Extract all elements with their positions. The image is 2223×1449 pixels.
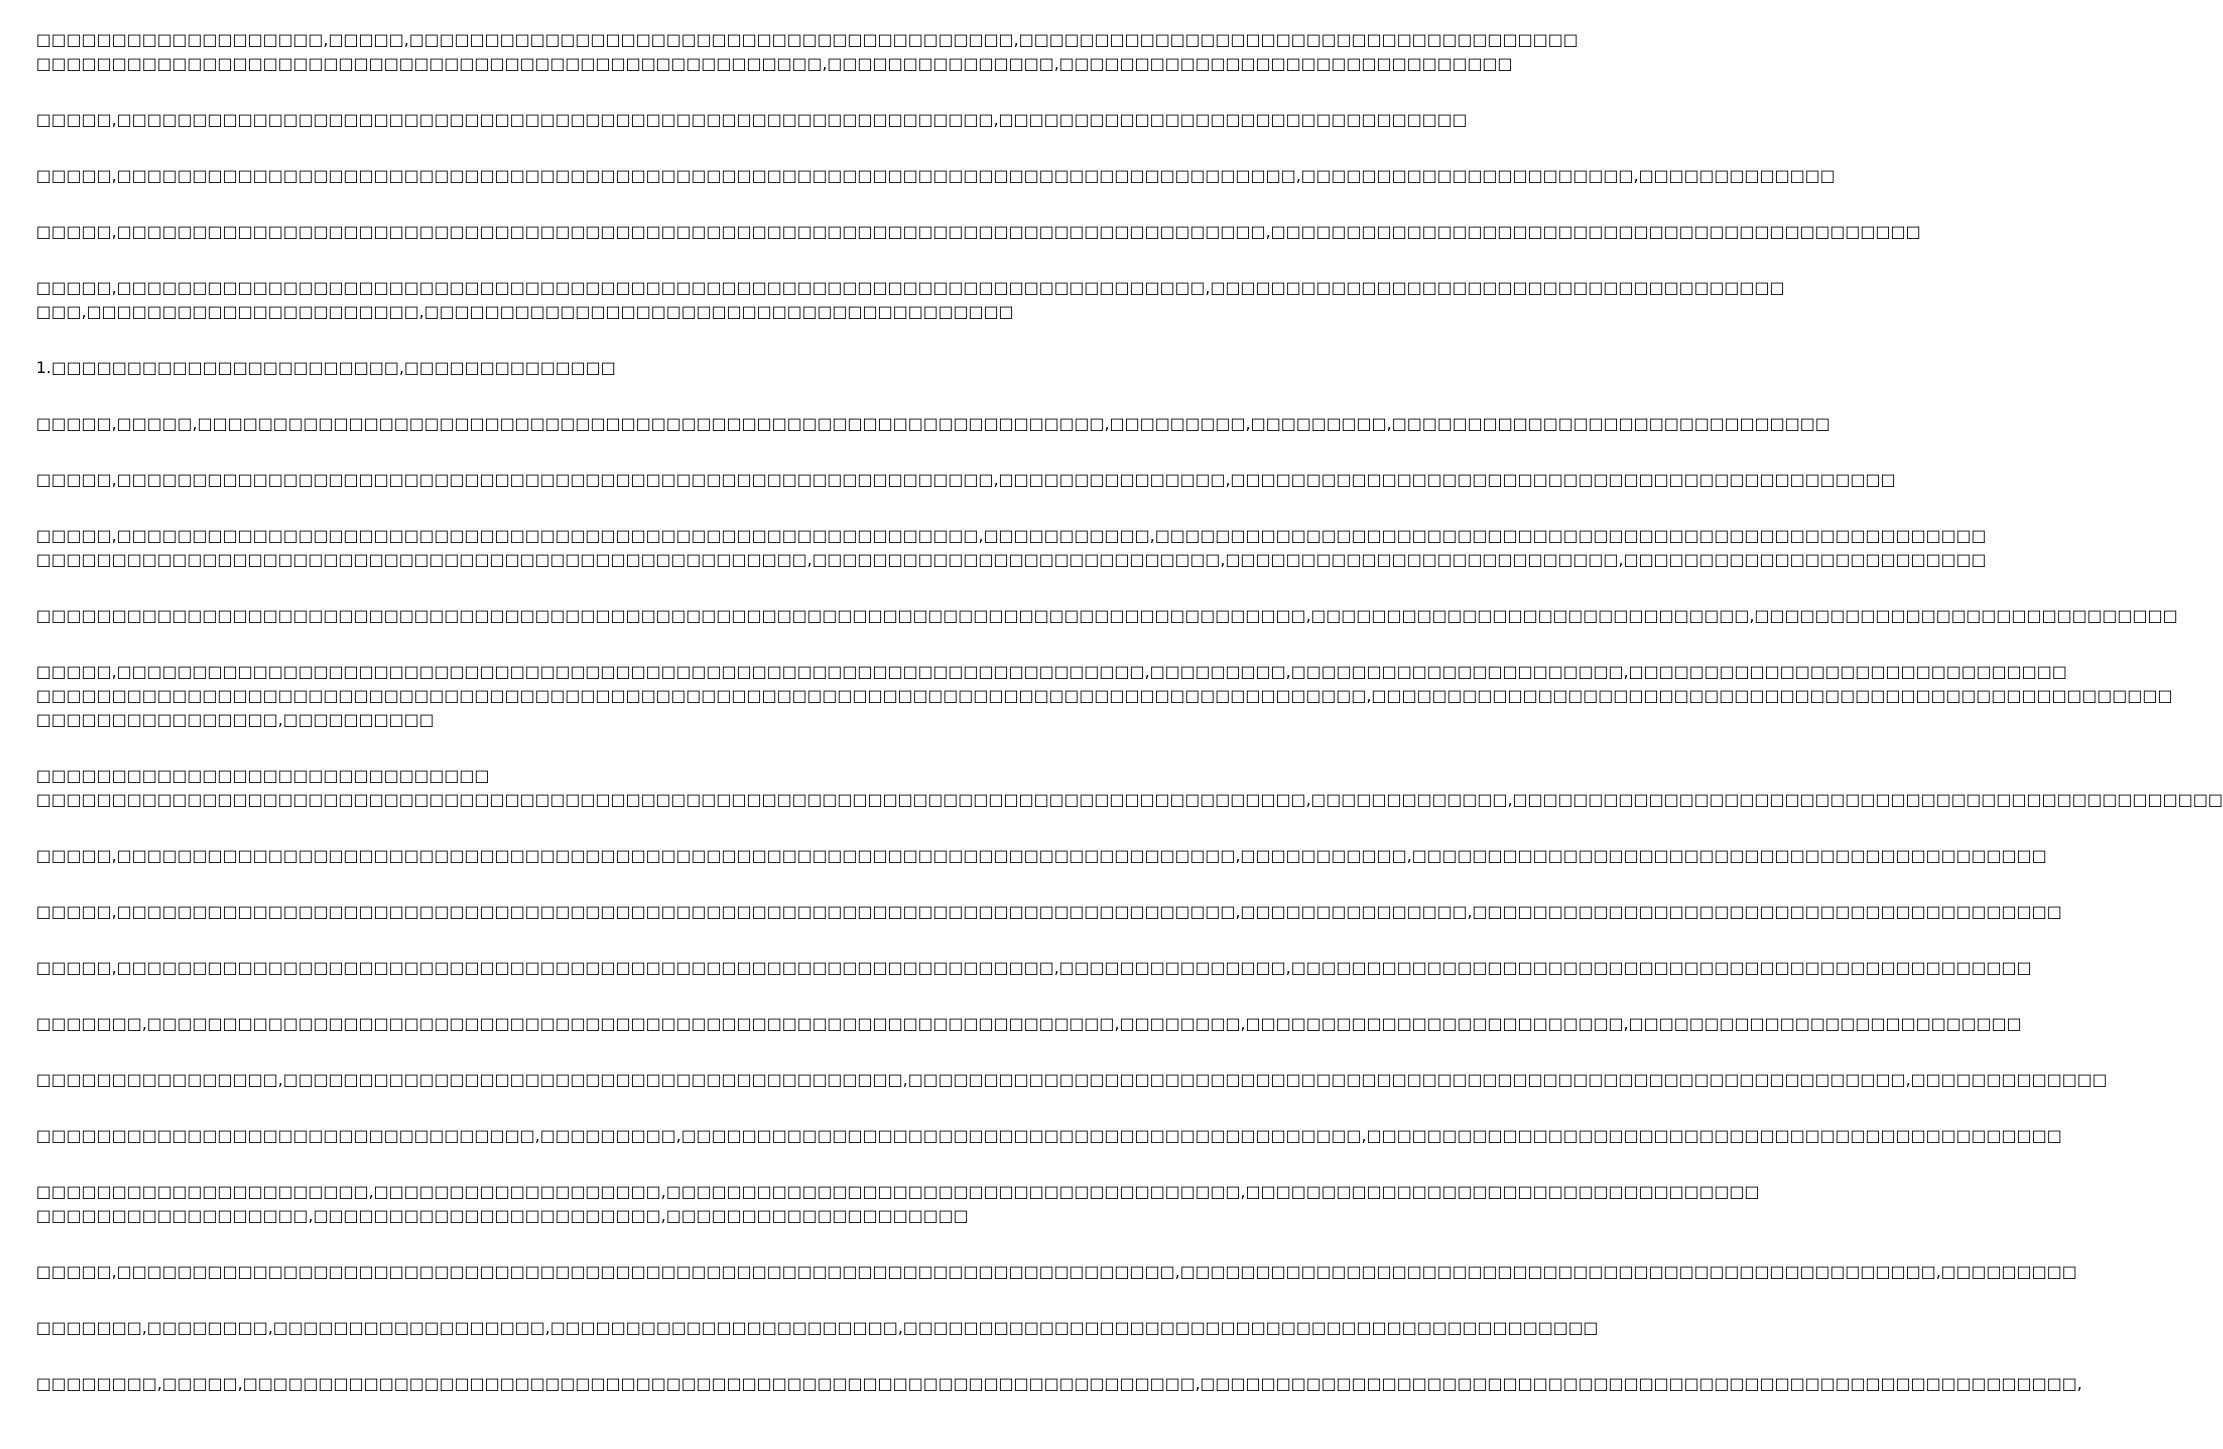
text-line: □□□□□,□□□□□□□□□□□□□□□□□□□□□□□□□□□□□□□□□□□□□□□□□□□□□□□□□□□□□□□□□□□□□□,□□□□□□□□□□□□□□□,□□□□□□□□□□□□□□□□□□□□□□□□□□□□□□□□□□□□□□□□□□□□□□□□□ bbox=[36, 958, 2032, 977]
text-line: □□□,□□□□□□□□□□□□□□□□□□□□□□,□□□□□□□□□□□□□□□□□□□□□□□□□□□□□□□□□□□□□□□ bbox=[36, 302, 1014, 321]
text-line: □□□□□,□□□□□□□□□□□□□□□□□□□□□□□□□□□□□□□□□□□□□□□□□□□□□□□□□□□□□□□□□□,□□□□□□□□□□□□□□□□□□□□□□□□□□□□□□□ bbox=[36, 110, 1468, 129]
paragraph bbox=[36, 276, 1785, 324]
paragraph bbox=[36, 900, 2062, 924]
paragraph bbox=[36, 1180, 1760, 1204]
paragraph bbox=[36, 1260, 2077, 1284]
text-line: □□□□□,□□□□□□□□□□□□□□□□□□□□□□□□□□□□□□□□□□□□□□□□□□□□□□□□□□□□□□□□□,□□□□□□□□□□□,□□□□□□□□□□□□□□□□□□□□□□□□□□□□□□□□□□□□□□□□□□□□□□□□□□□□□□□ bbox=[36, 526, 1987, 545]
text-line: □□□□□□□□□□□□□□□□□□,□□□□□□□□□□□□□□□□□□□□□□□,□□□□□□□□□□□□□□□□□□□□ bbox=[36, 1206, 969, 1225]
text-line: □□□□□□□□□□□□□□□□□□□□□□,□□□□□□□□□□□□□□□□□□□,□□□□□□□□□□□□□□□□□□□□□□□□□□□□□□□□□□□□□□,□□□□□□□□□□□□□□□□□□□□□□□□□□□□□□□□□□ bbox=[36, 1182, 1760, 1201]
paragraph bbox=[36, 164, 1836, 188]
text-line: □□□□□□□□□□□□□□□□□□□□□□□□□□□□□□ bbox=[36, 766, 490, 785]
text-line: □□□□□□□,□□□□□□□□□□□□□□□□□□□□□□□□□□□□□□□□□□□□□□□□□□□□□□□□□□□□□□□□□□□□□□□□,□□□□□□□□,□□□□□□□□□□□□□□□□□□□□□□□□□,□□□□□□□□□□□□□□□□□□□□□□□□□□ bbox=[36, 1014, 2022, 1033]
paragraph bbox=[36, 220, 1921, 244]
text-line: □□□□□,□□□□□□□□□□□□□□□□□□□□□□□□□□□□□□□□□□□□□□□□□□□□□□□□□□□□□□□□□□□□□□□□□□□□□□,□□□□□□□□□□□□□□□□□□□□□□□□□□□□□□□□□□□□□□□□□□□□□□□□□□,□□□□□□□□□ bbox=[36, 1262, 2077, 1281]
paragraph bbox=[36, 660, 2173, 732]
text-line: □□□□□,□□□□□□□□□□□□□□□□□□□□□□□□□□□□□□□□□□□□□□□□□□□□□□□□□□□□□□□□□□□□□□□□□□□□□□□□,□□□□□□□□□□□□□□□□□□□□□□□□□□□□□□□□□□□□□□ bbox=[36, 278, 1785, 297]
paragraph bbox=[36, 788, 2223, 812]
paragraph bbox=[36, 1372, 2083, 1396]
paragraph bbox=[36, 412, 1831, 436]
paragraph bbox=[36, 356, 990, 380]
text-line: □□□□□,□□□□□□□□□□□□□□□□□□□□□□□□□□□□□□□□□□□□□□□□□□□□□□□□□□□□□□□□□□□□□□□□□□□□,□□□□□□□□□,□□□□□□□□□□□□□□□□□□□□□□,□□□□□□□□□□□□□□□□□□□□□□□□□□□□□ bbox=[36, 662, 2067, 681]
document-body bbox=[36, 28, 2223, 1428]
text-line: 1.□□□□□□□□□□□□□□□□□□□□□□□,□□□□□□□□□□□□□□ bbox=[36, 358, 616, 377]
paragraph bbox=[36, 604, 2178, 628]
text-line: □□□□□,□□□□□□□□□□□□□□□□□□□□□□□□□□□□□□□□□□□□□□□□□□□□□□□□□□□□□□□□□□□□□□□□□□□□□□□□□□,□□□□□□□□□□□,□□□□□□□□□□□□□□□□□□□□□□□□□□□□□□□□□□□□□□□□□□ bbox=[36, 846, 2047, 865]
paragraph bbox=[36, 1204, 990, 1228]
text-line: □□□□□□□□□□□□□□□□□□□□□□□□□□□□□□□□□□□□□□□□□□□□□□□□□□□□□□□□□□□□□□□□□□□□□□□□□□□□□□□□□□□□□□□□,□□□□□□□□□□□□□□□□□□□□□□□□□□□□□□□□□□□□□□□□□□□□□□□□□□□□□ bbox=[36, 686, 2173, 705]
text-line: □□□□□□□□□□□□□□□□□□□□□□□□□□□□□□□□□□□□□□□□□□□□□□□□□□□,□□□□□□□□□□□□□□□□□□□□□□□□□□□,□□□□□□□□□□□□□□□□□□□□□□□□□□,□□□□□□□□□□□□□□□□□□□□□□□□ bbox=[36, 550, 1987, 569]
paragraph bbox=[36, 1012, 2022, 1036]
text-line: □□□□□□□□□□□□□□□□,□□□□□□□□□□ bbox=[36, 710, 435, 729]
text-line: □□□□□,□□□□□□□□□□□□□□□□□□□□□□□□□□□□□□□□□□□□□□□□□□□□□□□□□□□□□□□□□□,□□□□□□□□□□□□□□□,□□□□□□□□□□□□□□□□□□□□□□□□□□□□□□□□□□□□□□□□□□□□ bbox=[36, 470, 1896, 489]
paragraph bbox=[36, 1316, 1599, 1340]
paragraph bbox=[36, 524, 1987, 572]
text-line: □□□□□,□□□□□□□□□□□□□□□□□□□□□□□□□□□□□□□□□□□□□□□□□□□□□□□□□□□□□□□□□□□□□□□□□□□□□□□□□□,□□□□□□□□□□□□□□□,□□□□□□□□□□□□□□□□□□□□□□□□□□□□□□□□□□□□□□□ bbox=[36, 902, 2062, 921]
text-line: □□□□□,□□□□□,□□□□□□□□□□□□□□□□□□□□□□□□□□□□□□□□□□□□□□□□□□□□□□□□□□□□□□□□□□□□,□□□□□□□□□,□□□□□□□□□,□□□□□□□□□□□□□□□□□□□□□□□□□□□□□ bbox=[36, 414, 1831, 433]
paragraph bbox=[36, 28, 1579, 76]
text-line: □□□□□□□□□□□□□□□□□□□□□□□□□□□□□□□□□,□□□□□□□□□,□□□□□□□□□□□□□□□□□□□□□□□□□□□□□□□□□□□□□□□□□□□□□,□□□□□□□□□□□□□□□□□□□□□□□□□□□□□□□□□□□□□□□□□□□□□□ bbox=[36, 1126, 2062, 1145]
paragraph bbox=[36, 1068, 2108, 1092]
paragraph bbox=[36, 108, 1468, 132]
paragraph bbox=[36, 764, 990, 788]
text-line: □□□□□□□□□□□□□□□□□□□,□□□□□,□□□□□□□□□□□□□□□□□□□□□□□□□□□□□□□□□□□□□□□□,□□□□□□□□□□□□□□□□□□□□□□□□□□□□□□□□□□□□□ bbox=[36, 30, 1579, 49]
text-line: □□□□□□□,□□□□□□□□,□□□□□□□□□□□□□□□□□□,□□□□□□□□□□□□□□□□□□□□□□□,□□□□□□□□□□□□□□□□□□□□□□□□□□□□□□□□□□□□□□□□□□□□□□ bbox=[36, 1318, 1599, 1337]
paragraph bbox=[36, 1124, 2062, 1148]
paragraph bbox=[36, 956, 2032, 980]
text-line: □□□□□□□□□□□□□□□□□□□□□□□□□□□□□□□□□□□□□□□□□□□□□□□□□□□□,□□□□□□□□□□□□□□□,□□□□□□□□□□□□□□□□□□□□□□□□□□□□□□ bbox=[36, 54, 1513, 73]
paragraph bbox=[36, 844, 2047, 868]
text-line: □□□□□□□□□□□□□□□□,□□□□□□□□□□□□□□□□□□□□□□□□□□□□□□□□□□□□□□□□□,□□□□□□□□□□□□□□□□□□□□□□□□□□□□□□□□□□□□□□□□□□□□□□□□□□□□□□□□□□□□□□□□□□,□□□□□□□□□□□□□ bbox=[36, 1070, 2108, 1089]
text-line: □□□□□□□□□□□□□□□□□□□□□□□□□□□□□□□□□□□□□□□□□□□□□□□□□□□□□□□□□□□□□□□□□□□□□□□□□□□□□□□□□□□□,□□□□□□□□□□□□□□□□□□□□□□□□□□□□□,□□□□□□□□□□□□□□□□□□□□□□□□□□□□ bbox=[36, 606, 2178, 625]
text-line: □□□□□□□□,□□□□□,□□□□□□□□□□□□□□□□□□□□□□□□□□□□□□□□□□□□□□□□□□□□□□□□□□□□□□□□□□□□□□□,□□□□□□□□□□□□□□□□□□□□□□□□□□□□□□□□□□□□□□□□□□□□□□□□□□□□□□□□□□, bbox=[36, 1374, 2083, 1393]
text-line: □□□□□,□□□□□□□□□□□□□□□□□□□□□□□□□□□□□□□□□□□□□□□□□□□□□□□□□□□□□□□□□□□□□□□□□□□□□□□□□□□□□□,□□□□□□□□□□□□□□□□□□□□□□,□□□□□□□□□□□□□ bbox=[36, 166, 1836, 185]
text-line: □□□□□,□□□□□□□□□□□□□□□□□□□□□□□□□□□□□□□□□□□□□□□□□□□□□□□□□□□□□□□□□□□□□□□□□□□□□□□□□□□□,□□□□□□□□□□□□□□□□□□□□□□□□□□□□□□□□□□□□□□□□□□□ bbox=[36, 222, 1921, 241]
text-line: □□□□□□□□□□□□□□□□□□□□□□□□□□□□□□□□□□□□□□□□□□□□□□□□□□□□□□□□□□□□□□□□□□□□□□□□□□□□□□□□□□□□,□□□□□□□□□□□□□,□□□□□□□□□□□□□□□□□□□□□□□□□□□□□□□□□□□□□□□□□□□□□□□ bbox=[36, 790, 2223, 809]
paragraph bbox=[36, 468, 1896, 492]
